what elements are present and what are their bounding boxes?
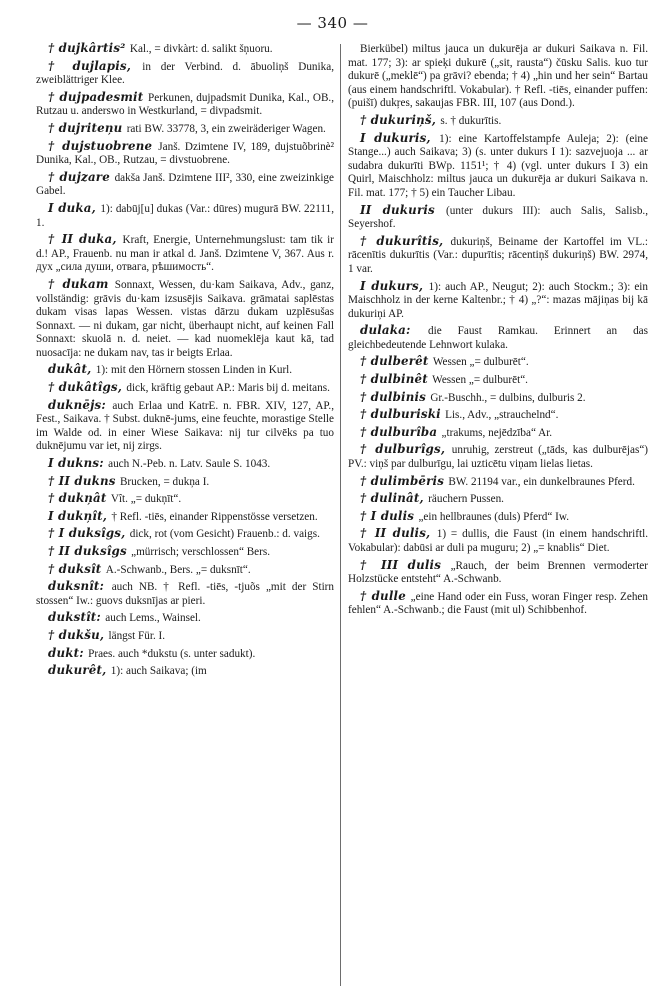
entry-definition: „eine Hand oder ein Fuss, woran Finger resp. Zehen fehlen“ A.-Schwanb.; die Faust (mit ul) Schibbenhof. xyxy=(348,590,648,617)
entry-definition: Brucken, = dukņa I. xyxy=(119,475,210,488)
entry-definition: Kal., = divkàrt: d. salikt šņuoru. xyxy=(129,43,273,55)
entry-definition: „ein hellbraunes (duls) Pferd“ Iw. xyxy=(418,510,570,523)
entry-definition: 1): auch AP., Neugut; 2): auch Stockm.; 3): ein Maischholz in der kerne Kaltenbr.; † 4) „?“: mazas mājiņas bij kā dukuriņi AP. xyxy=(348,280,648,320)
dictionary-entry xyxy=(36,42,334,57)
entry-definition: auch Lems., Wainsel. xyxy=(105,612,201,625)
entry-definition: s. † dukurītis. xyxy=(440,114,502,127)
dictionary-entry xyxy=(36,202,334,230)
entry-headword: † dukņât xyxy=(48,491,111,506)
entry-definition: Praes. auch *dukstu (s. unter sadukt). xyxy=(88,647,256,660)
dictionary-entry xyxy=(348,492,648,507)
entry-headword: † dujriteņu xyxy=(48,120,127,135)
entry-headword: dulaka: xyxy=(360,323,429,338)
entry-definition: rati BW. 33778, 3, ein zweiräderiger Wagen. xyxy=(126,122,326,135)
entry-definition: „mürrisch; verschlossen“ Bers. xyxy=(131,546,271,558)
dictionary-entry xyxy=(348,42,648,111)
dictionary-entry xyxy=(36,122,334,137)
entry-definition: Perkunen, dujpadsmit Dunika, Kal., OB., Rutzau u. anderswo in Westkurland, = divpadsmit. xyxy=(36,91,334,118)
entry-headword: † dukurîtis, xyxy=(360,233,451,248)
dictionary-entry xyxy=(36,475,334,490)
dictionary-entry xyxy=(36,278,334,361)
dictionary-entry xyxy=(36,60,334,88)
dictionary-entry xyxy=(36,381,334,396)
entry-headword: dukstît: xyxy=(48,610,106,625)
entry-definition: Janš. Dzimtene IV, 189, dujstuõbrinè² Dunika, Kal., OB., Rutzau, = divstuobrene. xyxy=(36,140,334,167)
dictionary-entry xyxy=(36,647,334,662)
entry-definition: 1): dabūj[u] dukas (Var.: dūres) mugurā BW. 22111, 1. xyxy=(36,202,334,229)
entry-headword: † dulburiski xyxy=(360,407,446,422)
entry-headword: † dukâtîgs, xyxy=(48,380,127,395)
entry-definition: in der Verbind. d. ābuoliņš Dunika, zweiblättriger Klee. xyxy=(36,60,334,87)
dictionary-entry xyxy=(36,563,334,578)
dictionary-entry xyxy=(348,559,648,587)
dictionary-entry xyxy=(348,114,648,129)
entry-definition: Wessen „= dulburēt“. xyxy=(432,356,529,369)
entry-definition: BW. 21194 var., ein dunkelbraunes Pferd. xyxy=(448,475,635,488)
entry-headword: † dulbinis xyxy=(360,389,431,404)
entry-definition: die Faust Ramkau. Erinnert an das gleichbedeutende Lehnwort kulaka. xyxy=(348,325,648,351)
entry-headword: duksnît: xyxy=(48,579,112,594)
entry-headword: I dukns: xyxy=(48,456,109,471)
entry-definition: (unter dukurs III): auch Salis, Salisb., Seyershof. xyxy=(348,204,648,231)
entry-headword: dukt: xyxy=(48,645,89,660)
entry-headword: † I duksîgs, xyxy=(48,526,130,541)
dictionary-entry xyxy=(348,590,648,618)
dictionary-entry xyxy=(348,373,648,388)
dictionary-entry xyxy=(348,408,648,423)
entry-headword: duknējs: xyxy=(48,397,113,412)
entry-headword: † III dulis xyxy=(360,557,451,572)
entry-definition: Kraft, Energie, Unternehmungslust: tam tik ir d.! AP., Frauenb. nu man ir atkal d. Janš. Dzimtene V, 367. Aus r. дух „сила души, отвага, рѣшимость“. xyxy=(36,234,334,274)
entry-definition: „Rauch, der beim Brennen vermoderter Holzstücke entsteht“ A.-Schwanb. xyxy=(348,559,648,586)
entry-headword: † I dulis xyxy=(360,508,419,523)
entry-definition: A.-Schwanb., Bers. „= duksnīt“. xyxy=(105,563,251,576)
entry-headword: † dujlapis, xyxy=(48,58,143,73)
entry-definition: längst Für. I. xyxy=(108,629,166,642)
page-number: — 340 — xyxy=(296,14,369,32)
entry-definition: dukuriņš, Beiname der Kartoffel im VL.: rācenītis dukurītis (Var.: dupurītis; rācentiņš dukuriņš) BW. 2974, 1 var. xyxy=(348,235,648,275)
dictionary-entry xyxy=(348,324,648,352)
entry-headword: † II dukns xyxy=(48,473,120,488)
dictionary-entry xyxy=(36,629,334,644)
entry-definition: dick, kräftig gebaut AP.: Maris bij d. meitans. xyxy=(126,382,330,395)
entry-headword: † II dulis, xyxy=(360,526,437,541)
entry-headword: † dulberêt xyxy=(360,354,433,369)
dictionary-entry xyxy=(36,457,334,472)
entry-definition: auch N.-Peb. n. Latv. Saule S. 1043. xyxy=(108,458,271,471)
entry-headword: † dujzare xyxy=(48,169,115,184)
entry-definition: † Refl. -tiēs, einander Rippenstösse versetzen. xyxy=(111,510,318,523)
entry-headword: † dujpadesmit xyxy=(48,89,149,104)
dictionary-entry xyxy=(36,233,334,275)
dictionary-entry xyxy=(348,204,648,232)
dictionary-entry xyxy=(36,510,334,525)
entry-headword: † dujkârtis² xyxy=(48,42,130,55)
dictionary-entry xyxy=(348,527,648,555)
entry-headword: † dujstuobrene xyxy=(48,138,159,153)
entry-definition: Vît. „= dukņīt“. xyxy=(110,493,182,506)
dictionary-entry xyxy=(348,235,648,277)
entry-headword: I duka, xyxy=(48,200,101,215)
dictionary-entry xyxy=(36,664,334,679)
entry-headword: † II duka, xyxy=(48,232,123,247)
entry-headword: I dukurs, xyxy=(360,278,429,293)
entry-definition: Lis., Adv., „strauchelnd“. xyxy=(445,409,559,422)
left-column xyxy=(36,42,334,992)
entry-definition: Gr.-Buschh., = dulbins, dulburis 2. xyxy=(430,391,586,404)
entry-headword: † II duksîgs xyxy=(48,544,132,558)
entry-definition: auch Erlaa und KatrE. n. FBR. XIV, 127, AP., Fest., Saikava. † Subst. duknē-jums, eine feuchte, morastige Stelle im Walde od. in einer Wiese Saikava: nij tur cilvēks pa tuo duknējumu var iet, nij zirgs. xyxy=(36,399,334,453)
entry-headword: † dukuriņš, xyxy=(360,112,441,127)
entry-definition: 1) = dullis, die Faust (in einem handschriftl. Vokabular): dabūsi ar duli pa muguru; 2) „= knablis“ Diet. xyxy=(348,528,648,554)
entry-definition: 1): eine Kartoffelstampfe Auleja; 2): (eine Stange...) auch Saikava; 3) (s. unter dukurs I 1): sazvejuoja ... ar sudabra dukurīti BWp. 1151¹; † 4) (vgl. unter dukurs I 3) ein Quirl, Maischholz: miltus jauca un dukurēja ar dukuri Saikava n. Fil. mat. 177; † 5) ein Taucher Libau. xyxy=(348,132,648,199)
dictionary-entry xyxy=(348,475,648,490)
entry-headword: dukurêt, xyxy=(48,663,111,678)
entry-headword: † dulbinêt xyxy=(360,372,433,387)
dictionary-entry xyxy=(36,611,334,626)
entry-definition: 1): mit den Hörnern stossen Linden in Kurl. xyxy=(95,364,293,377)
dictionary-entry xyxy=(36,91,334,119)
column-divider xyxy=(340,44,341,986)
entry-headword: † dulimbēris xyxy=(360,473,449,488)
dictionary-entry xyxy=(348,443,648,471)
right-column xyxy=(348,42,648,992)
entry-definition: Bierkübel) miltus jauca un dukurēja ar dukuri Saikava n. Fil. mat. 177; 3): ar spieķi dukurē („sit, rausta“) čūsku Salis. kuo tur dukurē („meklē“) pa grāvi? ebenda; † 4) „hin und her sein“ Bartau (aus einem handschriftl. Vokabular). † Refl. -tiēs, einander puffen: (puišī) dukŗes, sakaujas FBR. III, 107 (aus Dond.). xyxy=(348,43,648,110)
entry-definition: Wessen „= dulburēt“. xyxy=(432,374,528,387)
dictionary-entry xyxy=(348,355,648,370)
entry-headword: † dulburîgs, xyxy=(360,442,452,457)
entry-definition: Sonnaxt, Wessen, du·kam Saikava, Adv., ganz, vollständig: grāvis du·kam izsusējis Saikava. grāmatai saplēstas dukam visas lapas Wessen. vistas dārzu dukam uzplēsušas Sonnaxt. — ni dukam, gar nicht, überhaupt nicht, auf keinen Fall Sonnaxt: skuolā n. d. neiet. — kad nuomeklēja kaut kā, tad nuosacīja: ne dukam nav, tas ir beigts Erlaa. xyxy=(36,278,334,359)
entry-definition: „trakums, nejēdzība“ Ar. xyxy=(441,426,553,439)
entry-definition: dick, rot (vom Gesicht) Frauenb.: d. vaigs. xyxy=(129,528,320,541)
dictionary-entry xyxy=(36,399,334,454)
dictionary-entry xyxy=(36,140,334,168)
entry-headword: II dukuris xyxy=(360,202,447,217)
dictionary-entry xyxy=(36,527,334,542)
dictionary-entry xyxy=(36,545,334,560)
dictionary-entry xyxy=(36,171,334,199)
entry-headword: dukât, xyxy=(48,362,96,377)
entry-headword: † dulinât, xyxy=(360,491,429,506)
dictionary-entry xyxy=(348,426,648,441)
entry-headword: † duksît xyxy=(48,561,106,576)
entry-definition: dakša Janš. Dzimtene III², 330, eine zweizinkige Gabel. xyxy=(36,171,334,198)
dictionary-entry xyxy=(348,132,648,201)
dictionary-entry xyxy=(36,492,334,507)
entry-headword: † dulle xyxy=(360,588,411,603)
dictionary-entry xyxy=(36,363,334,378)
dictionary-entry xyxy=(348,280,648,322)
dictionary-entry xyxy=(348,391,648,406)
entry-headword: † dukam xyxy=(48,276,115,291)
entry-headword: † dulburîba xyxy=(360,424,442,439)
entry-headword: I dukuris, xyxy=(360,130,440,145)
entry-headword: † dukšu, xyxy=(48,627,109,642)
entry-definition: räuchern Pussen. xyxy=(428,493,504,506)
entry-headword: I dukņît, xyxy=(48,508,112,523)
dictionary-entry xyxy=(348,510,648,525)
entry-definition: auch NB. † Refl. -tiēs, -tjuõs „mit der Stirn stossen“ Iw.: guovs duksnījas ar pieri. xyxy=(36,581,334,607)
entry-definition: 1): auch Saikava; (im xyxy=(110,665,207,678)
dictionary-entry xyxy=(36,580,334,608)
entry-definition: unruhig, zerstreut („tāds, kas dulburējas“) PV.: viņš par dulburīgu, lai uzticētu viņam lielas lietas. xyxy=(348,444,648,471)
